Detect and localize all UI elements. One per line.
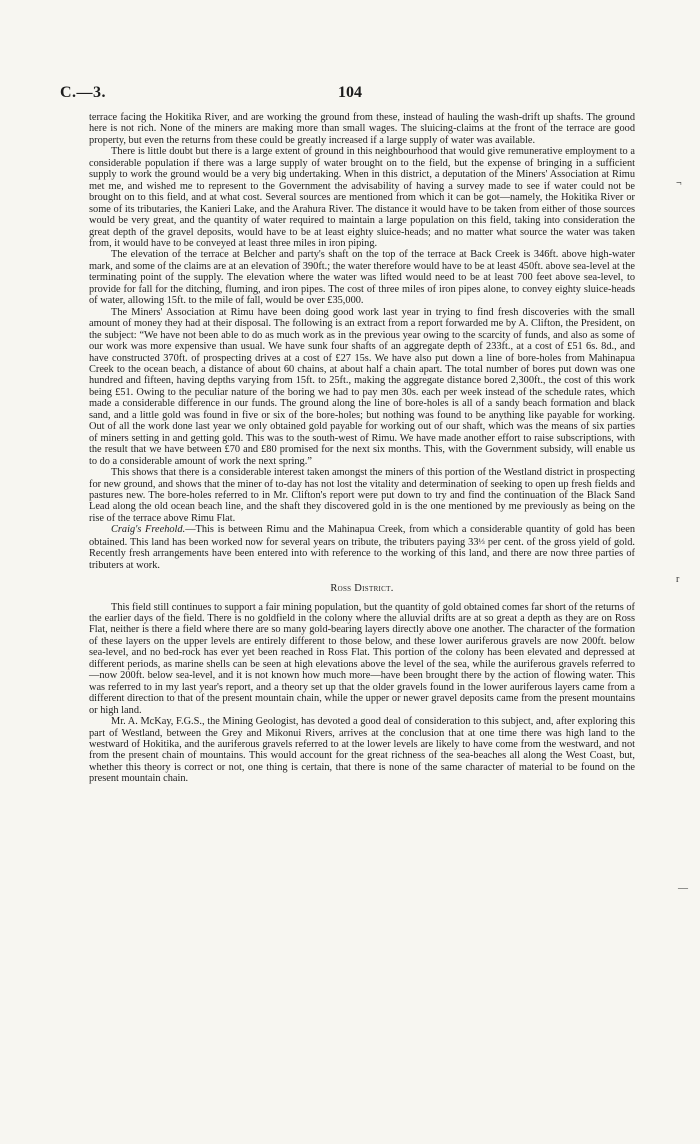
craigs-fraction: ⅓ xyxy=(478,535,485,546)
page-number: 104 xyxy=(338,84,362,101)
paragraph-miners-association: The Miners' Association at Rimu have been doing good work last year in trying to find fresh discoveries with the small amount of money they had at their disposal. The following is an extract from a report forwarded me by A. Clifton, the President, on the subject: “We have not been able to do as much work as in the previous year owing to the scarcity of funds, and also as some of our work was more expensive than usual. We have sunk four shafts of an aggregate depth of 233ft., at a cost of £51 6s. 8d., and have constructed 370ft. of prospecting drives at a cost of £27 15s. We have also put down a line of bore-holes from Mahinapua Creek to the ocean beach, a distance of about 60 chains, at about half a chain apart. The total number of bores put down was one hundred and fifteen, having depths varying from 15ft. to 25ft., making the aggregate distance bored 2,300ft., the cost of this work being £51. Owing to the peculiar nature of the boring we had to pay men 30s. each per week instead of the schedule rates, which made a considerable difference in our funds. The ground along the line of bore-holes is all of a sandy beach formation and black sand, and a little gold was found in five or six of the bore-holes; but nothing was found to be anything like payable for working. Out of all the work done last year we only obtained gold payable for working out of our shaft, which was the means of six parties of miners setting in and getting gold. This was to the south-west of Rimu. We have made another effort to raise subscriptions, with the result that we have between £70 and £80 promised for the next six months. This, with the Government subsidy, will enable us to do a considerable amount of work the next spring.” xyxy=(89,306,635,467)
craigs-freehold-title: Craig's Freehold. xyxy=(111,524,186,536)
paragraph-prospecting-interest: This shows that there is a considerable interest taken amongst the miners of this portion of the Westland district in prospecting for new ground, and shows that the miner of to-day has not lost the vitality and determination of seeking to open up fresh fields and pastures new. The bore-holes referred to in Mr. Clifton's report were put down to try and find the continuation of the Black Sand Lead along the old ocean beach line, and the shaft they discovered gold in is the one mentioned by me previously as being on the rise of the terrace above Rimu Flat. xyxy=(89,467,635,524)
craigs-text-after: per cent. of the gross yield of gold. Recently fresh arrangements have been entered into with reference to the working of this land, and there are now three parties of tributers at work. xyxy=(89,536,635,571)
paragraph-craigs-freehold xyxy=(89,524,635,571)
section-code: C.—3. xyxy=(60,84,107,101)
paragraph-terrace: terrace facing the Hokitika River, and are working the ground from these, instead of hauling the wash-drift up shafts. The ground here is not rich. None of the miners are making more than small wages. The sluicing-claims at the front of the terrace are good property, but even the returns from these could be greatly increased if a large supply of water was available. xyxy=(89,112,635,146)
paragraph-mckay: Mr. A. McKay, F.G.S., the Mining Geologist, has devoted a good deal of consideration to this subject, and, after exploring this part of Westland, between the Grey and Mikonui Rivers, arrives at the conclusion that at one time there was high land to the westward of Hokitika, and the auriferous gravels referred to at the lower levels are likely to have come from the westward, and not from the present chain of mountains. This would account for the great richness of the sea-beaches all along the West Coast, but, whether this theory is correct or not, one thing is certain, that there is none of the same character of material to be found on the present mountain chain. xyxy=(89,716,635,785)
body-text xyxy=(89,112,635,785)
craigs-text-before: —This is between Rimu and the Mahinapua Creek, from which a considerable quantity of gold has been obtained. This land has been worked now for several years on tribute, the tributers paying 33 xyxy=(89,524,635,548)
margin-mark-3: — xyxy=(678,883,688,894)
margin-mark-1: ¬ xyxy=(676,178,682,189)
paragraph-elevation: The elevation of the terrace at Belcher and party's shaft on the top of the terrace at Back Creek is 346ft. above high-water mark, and some of the claims are at an elevation of 390ft.; the water therefore would have to be at least 450ft. above sea-level at the terminating point of the supply. The elevation where the water was lifted would need to be at least 700 feet above sea-level, to provide for fall for the ditching, fluming, and iron pipes. The cost of three miles of iron pipes alone, to convey eighty sluice-heads of water, allowing 15ft. to the mile of fall, would be over £35,000. xyxy=(89,249,635,307)
paragraph-water-supply: There is little doubt but there is a large extent of ground in this neighbourhood that would give remunerative employment to a considerable population if there was a large supply of water brought on to the field, but the expense of bringing in a sufficient supply to work the ground would be a very big undertaking. When in this district, a deputation of the Miners' Association at Rimu met me, and wished me to represent to the Government the advisability of having a survey made to see if water could not be brought on to this field, and at what cost. Several sources are mentioned from which it can be got—namely, the Hokitika River or some of its tributaries, the Kanieri Lake, and the Arahura River. The distance it would have to be taken from either of those sources would be very great, and the quantity of water required to maintain a large population on this field, taking into consideration the great depth of the gravel deposits, would have to be at least eighty sluice-heads; and no matter what source the water was taken from, it would have to be conveyed at least three miles in iron piping. xyxy=(89,146,635,249)
ross-district-heading: Ross District. xyxy=(330,583,394,595)
paragraph-ross-field: This field still continues to support a fair mining population, but the quantity of gold obtained comes far short of the returns of the earlier days of the field. There is no goldfield in the colony where the alluvial drifts are at so great a depth as they are on Ross Flat, neither is there a field where there are so many gold-bearing layers directly above one another. The character of the formation of these layers on the upper levels are entirely different to those below, and these lower auriferous gravels are now 200ft. below sea-level, and no bed-rock has ever yet been reached in Ross Flat. This portion of the colony has been elevated and depressed at different periods, as marine shells can be seen at high elevations above the level of the sea, while the auriferous gravels referred to—now 200ft. below sea-level, and it is not known how much more—have been brought there by the action of flowing water. This was referred to in my last year's report, and a theory set up that the older gravels found in the lower auriferous layers came from a different direction to that of the present mountain chain, while the upper or newer gravel deposits came from the present mountains or high land. xyxy=(89,601,635,716)
margin-mark-2: r xyxy=(676,574,680,585)
